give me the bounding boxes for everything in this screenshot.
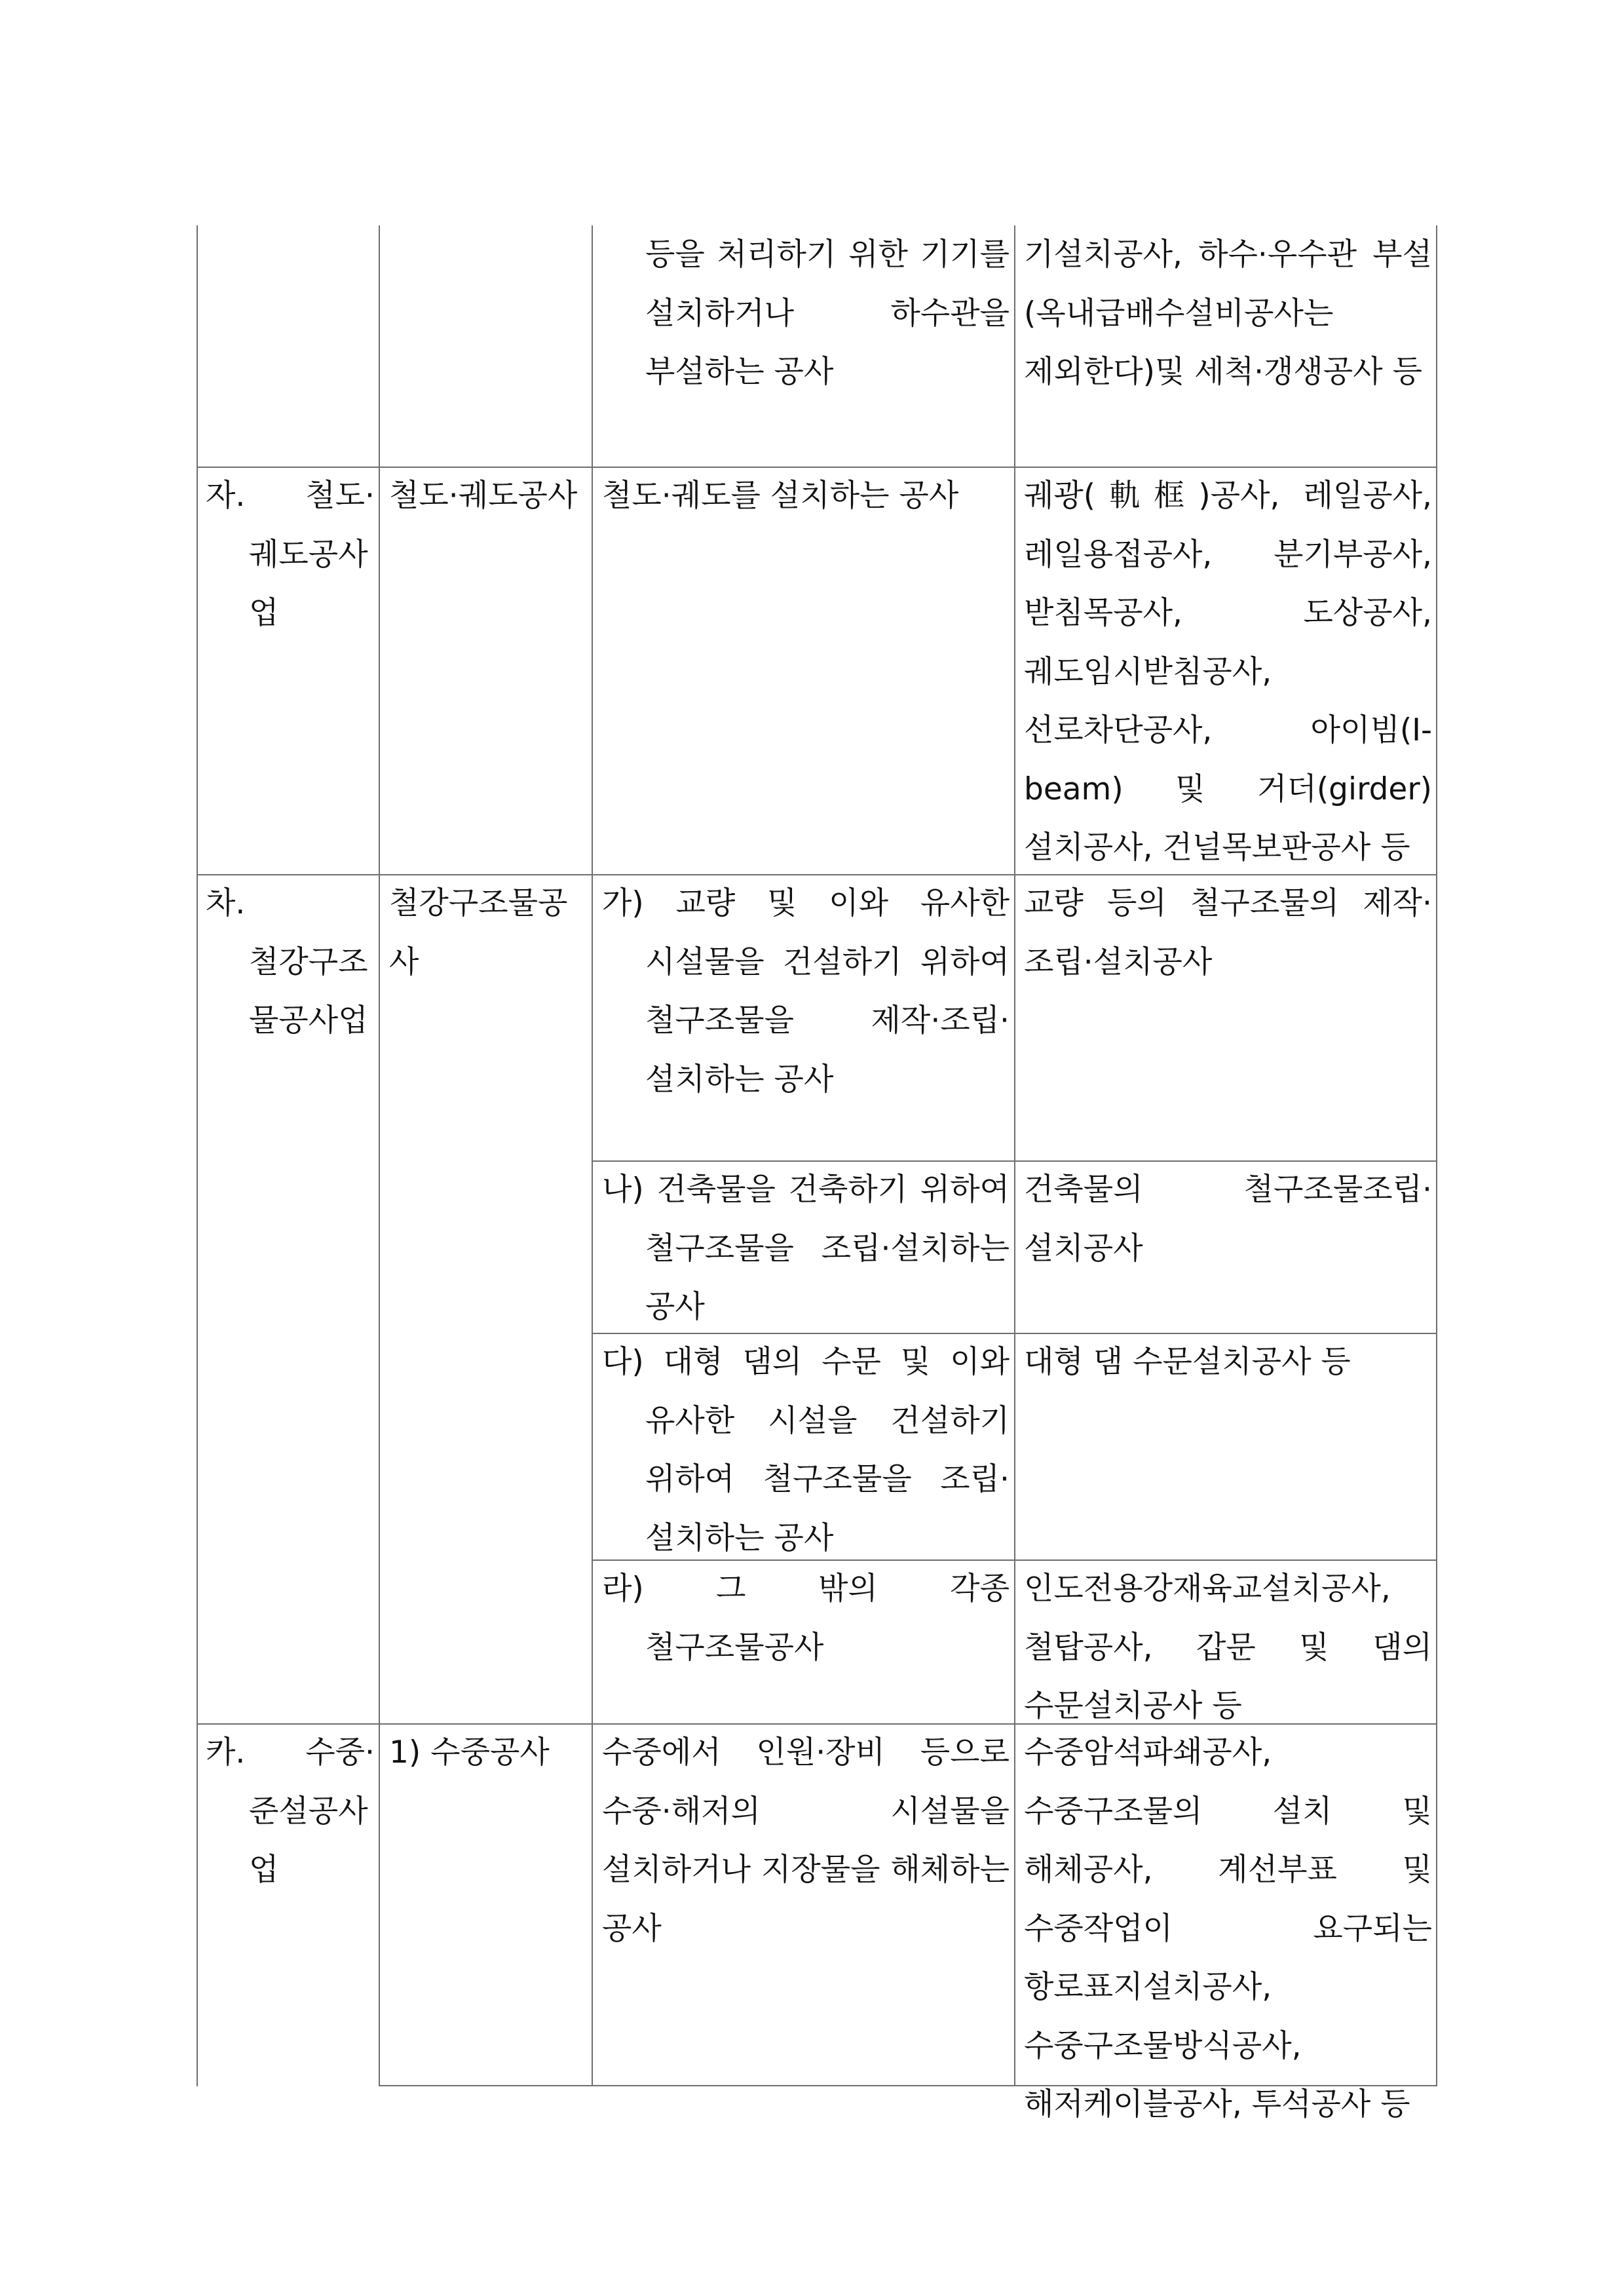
row-2-item-1-examples: 교량 등의 철구조물의 제작·조립·설치공사 [1024, 885, 1432, 980]
column-divider-2 [592, 225, 593, 2086]
row-2-subcategory: 철강구조물공사 [389, 885, 568, 980]
column-divider-3 [1014, 225, 1015, 2086]
row-1-subcategory: 철도·궤도공사 [389, 478, 578, 514]
row-2-item-2-examples: 건축물의 철구조물조립·설치공사 [1024, 1172, 1432, 1267]
row-0-examples: 기설치공사, 하수·우수관 부설(옥내급배수설비공사는 제외한다)및 세척·갱생공사 등 [1024, 237, 1432, 390]
table-border-right [1436, 225, 1437, 2086]
row-2-category: 차. 철강구조물공사업 [206, 885, 368, 1039]
row-3-examples: 수중암석파쇄공사, 수중구조물의 설치 및 해체공사, 계선부표 및 수중작업이 요구되는 항로표지설치공사, 수중구조물방식공사, 해저케이블공사, 투석공사 등 [1024, 1734, 1432, 2122]
row-1-definition: 철도·궤도를 설치하는 공사 [602, 478, 959, 514]
row-2-item-1-definition: 가) 교량 및 이와 유사한 시설물을 건설하기 위하여 철구조물을 제작·조립·설치하는 공사 [602, 885, 1010, 1098]
row-3-subcategory: 1) 수중공사 [389, 1734, 550, 1770]
row-3-definition: 수중에서 인원·장비 등으로 수중·해저의 시설물을 설치하거나 지장물을 해체하는 공사 [602, 1734, 1010, 1947]
row-2-item-3-examples: 대형 댐 수문설치공사 등 [1024, 1344, 1351, 1380]
row-1-examples: 궤광(軌框)공사, 레일공사, 레일용접공사, 분기부공사, 받침목공사, 도상공사, 궤도임시받침공사, 선로차단공사, 아이빔(I-beam) 및 거더(girder)설치공사, 건널목보판공사 등 [1024, 478, 1432, 866]
row-3-category: 카. 수중·준설공사업 [206, 1734, 375, 1888]
row-2-item-4-definition: 라) 그 밖의 각종 철구조물공사 [602, 1571, 1010, 1666]
row-2-item-2-definition: 나) 건축물을 건축하기 위하여 철구조물을 조립·설치하는 공사 [602, 1172, 1010, 1325]
row-0-definition: 등을 처리하기 위한 기기를 설치하거나 하수관을 부설하는 공사 [645, 237, 1010, 390]
row-2-item-4-examples: 인도전용강재육교설치공사, 철탑공사, 갑문 및 댐의 수문설치공사 등 [1024, 1571, 1432, 1724]
row-1-category: 자. 철도·궤도공사업 [206, 478, 375, 631]
column-divider-1 [379, 225, 380, 2086]
row-2-item-3-definition: 다) 대형 댐의 수문 및 이와 유사한 시설을 건설하기 위하여 철구조물을 조립·설치하는 공사 [602, 1344, 1010, 1556]
table-border-left [197, 225, 198, 2086]
